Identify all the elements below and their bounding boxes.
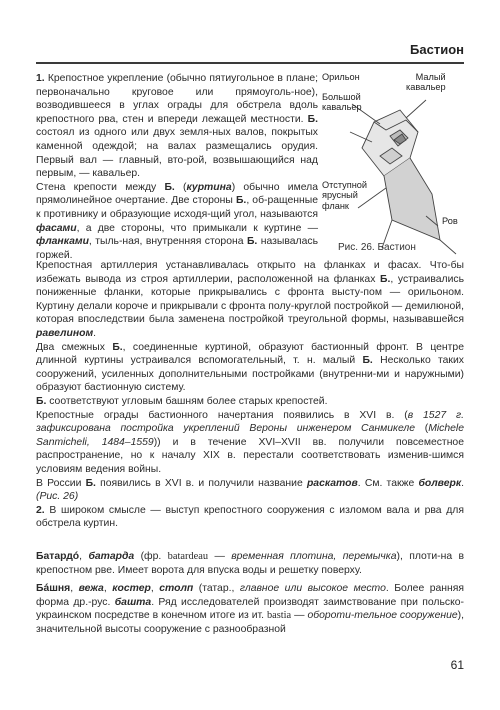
towers-paragraph: Б. соответствуют угловым башням более старых крепостей. [36, 395, 328, 407]
article-bashnya: Бáшня, вежа, костер, столп (татар., главное или высокое место. Более ранняя форма др.-рус. башта. Ряд исследователей производят заимствование при польско-украинском посредстве в конечном итоге из ит. bastia — обороти-тельное сооружение), значительной высоты сооружение с разнообразной [36, 583, 464, 635]
running-header [36, 38, 464, 64]
label-small-cavalier: Малый кавальер [406, 72, 446, 93]
sense-number: 1. [36, 73, 45, 84]
headword-variant: батарда [88, 551, 135, 562]
term-raskaty: раскатов [306, 477, 358, 489]
label-big-cavalier: Большой кавальер [322, 92, 362, 113]
bastion-figure [322, 70, 464, 256]
label-ditch: Ров [442, 216, 458, 226]
figure-caption: Рис. 26. Бастион [338, 242, 416, 253]
headword: Бáшня [36, 583, 71, 594]
sense-number: 2. [36, 504, 45, 516]
article-bastion-top [36, 72, 318, 262]
page-number: 61 [450, 658, 464, 672]
label-orillon: Орильон [322, 72, 360, 82]
header-rule [36, 62, 464, 64]
russia-paragraph: В России Б. появились в XVI в. и получили название раскатов. См. также болверк. (Рис. 26) [36, 477, 464, 503]
headword: Батардó [36, 551, 80, 562]
sense-1-paragraph: 1. Крепостное укрепление (обычно пятиугольное в плане; первоначально круговое или прямоуголь-ное), возводившееся в углах ограды для обстрела вдоль крепостного рва, стен и впереди лежащей местности. Б. состоял из одного или двух земля-ных валов, покрытых каменной одеждой; на валах размещались орудия. Первый вал — главный, вто-рой, возвышающийся над первым, — кавальер. [36, 73, 318, 180]
label-retired-flank: Отступной ярусный фланк [322, 180, 368, 211]
term-kurtina: куртина [186, 181, 232, 193]
term-ravelin: равелином [36, 327, 94, 339]
running-head-title: Бастион [410, 42, 464, 57]
sense-2-paragraph: 2. В широком смысле — выступ крепостного сооружения с изломом вала и рва для обстрела куртин. [36, 504, 464, 530]
curtain-paragraph: Стена крепости между Б. (куртина) обычно имела прямолинейное очертание. Две стороны Б., об-ращенные к противнику и образующие исходя-щий угол, называются фасами, а две стороны, что примыкали к куртине — фланками, тыль-ная, внутренняя сторона Б. называлась горжей. [36, 181, 318, 261]
history-paragraph: Крепостные ограды бастионного начертания появились в XVI в. (в 1527 г. зафиксирована постройка укреплений Вероны инженером Санмикеле (Michele Sanmicheli, 1484–1559)) и в течение XVI–XVII вв. получили повсеместное распространение, но к началу XIX в. перестали соответствовать изменив-шимся условиям ведения войны. [36, 409, 465, 475]
term-bolverk: болверк [418, 477, 462, 489]
term-flanki: фланками [36, 236, 89, 248]
article-bastion-body [36, 259, 464, 531]
artillery-paragraph: Крепостная артиллерия устанавливалась открыто на фланках и фасах. Что-бы избежать вывода из строя артиллерии, расположенной на фланках Б., устраивались пониженные фланки, которые прикрывались с фронта высту-пом — орильоном. Куртину делали короче и прикрывали с фронта полу-круглой постройкой — демилюной, которая впоследствии была заменена постройкой треугольной формы, называвшейся равелином. [36, 260, 464, 339]
bastion-front-paragraph: Два смежных Б., соединенные куртиной, образуют бастионный фронт. В центре длинной куртины устраивался вспомогательный, т. н. малый Б. Несколько таких сооружений, усиленных дополнительными постройками (внутренни-ми и наружными) образуют бастионную систему. [36, 341, 464, 394]
term-fasy: фасами [36, 222, 77, 234]
article-batardo: Батардó, батарда (фр. batardeau — временная плотина, перемычка), плоти-на в крепостном рве. Имеет ворота для впуска воды и решетку поверху. [36, 551, 465, 576]
